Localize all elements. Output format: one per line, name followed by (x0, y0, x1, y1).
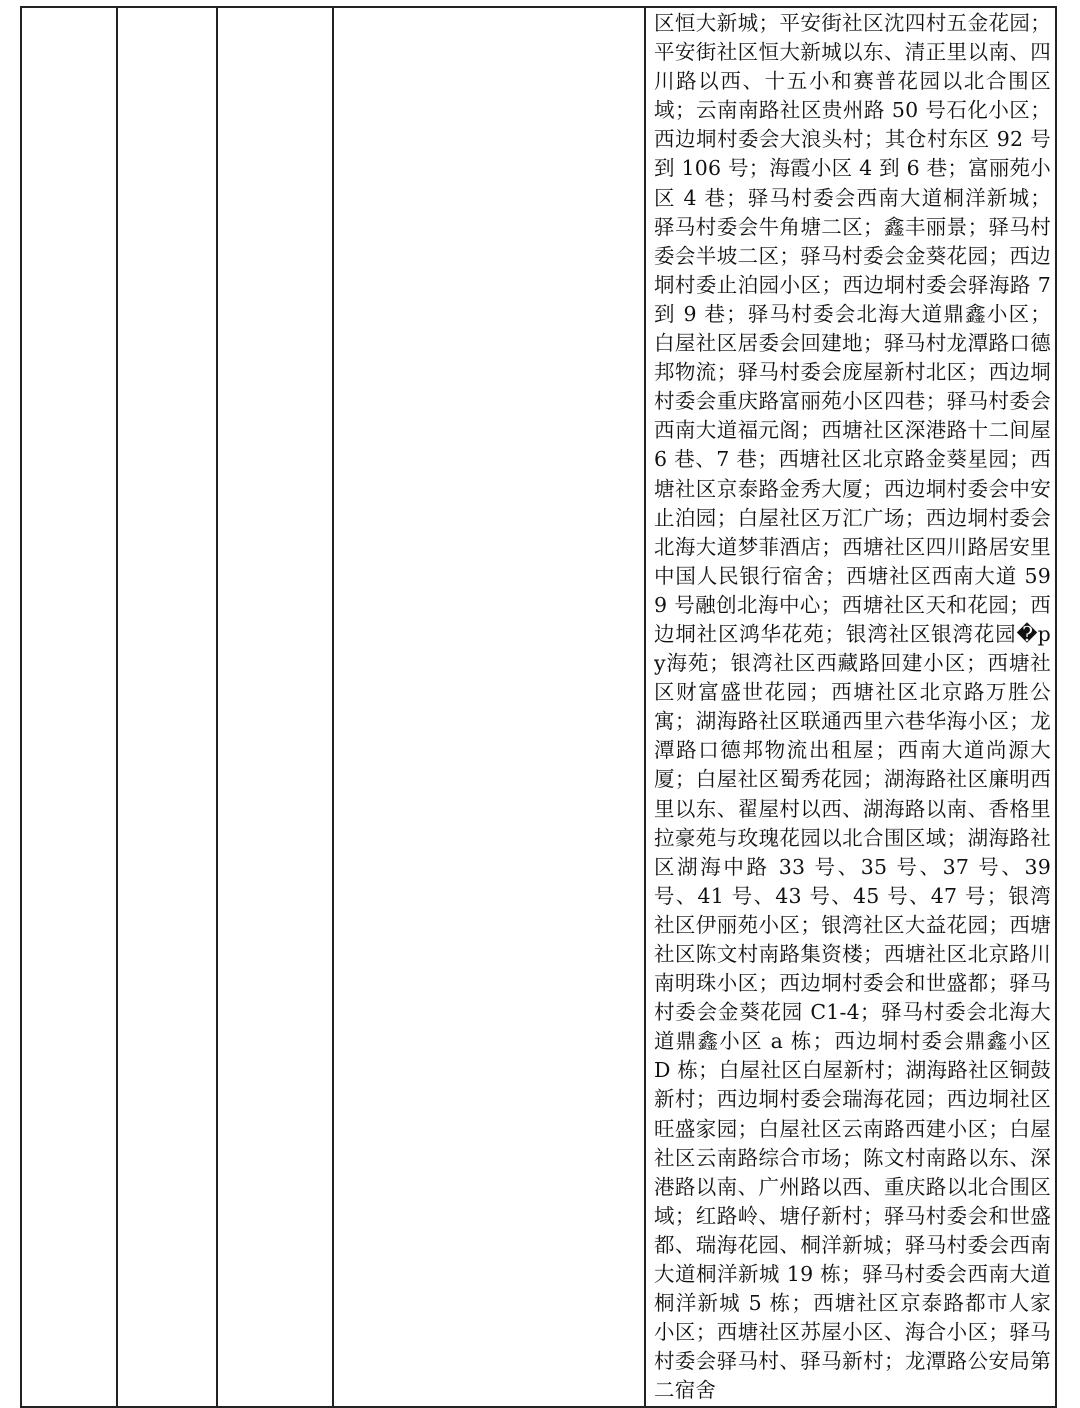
table-cell-3 (217, 7, 333, 1407)
area-list-text: 区恒大新城；平安街社区沈四村五金花园；平安街社区恒大新城以东、清正里以南、四川路以西、十五小和赛普花园以北合围区域；云南南路社区贵州路 50 号石化小区；西边垌村委会大浪头村；其仓村东区 92 号到 106 号；海霞小区 4 到 6 巷；富丽苑小区 4 巷；驿马村委会西南大道桐洋新城；驿马村委会牛角塘二区；鑫丰丽景；驿马村委会半坡二区；驿马村委会金葵花园；西边垌村委止泊园小区；西边垌村委会驿海路 7 到 9 巷；驿马村委会北海大道鼎鑫小区；白屋社区居委会回建地；驿马村龙潭路口德邦物流；驿马村委会庞屋新村北区；西边垌村委会重庆路富丽苑小区四巷；驿马村委会西南大道福元阁；西塘社区深港路十二间屋 6 巷、7 巷；西塘社区北京路金葵星园；西塘社区京泰路金秀大厦；西边垌村委会中安止泊园；白屋社区万汇广场；西边垌村委会北海大道梦菲酒店；西塘社区四川路居安里中国人民银行宿舍；西塘社区西南大道 599 号融创北海中心；西塘社区天和花园；西边垌社区鸿华花苑；银湾社区银湾花园�py海苑；银湾社区西藏路回建小区；西塘社区财富盛世花园；西塘社区北京路万胜公寓；湖海路社区联通西里六巷华海小区；龙潭路口德邦物流出租屋；西南大道尚源大厦；白屋社区蜀秀花园；湖海路社区廉明西里以东、翟屋村以西、湖海路以南、香格里拉豪苑与玫瑰花园以北合围区域；湖海路社区湖海中路 33 号、35 号、37 号、39 号、41 号、43 号、45 号、47 号；银湾社区伊丽苑小区；银湾社区大益花园；西塘社区陈文村南路集资楼；西塘社区北京路川南明珠小区；西边垌村委会和世盛都；驿马村委会金葵花园 C1-4；驿马村委会北海大道鼎鑫小区 a 栋；西边垌村委会鼎鑫小区 D 栋；白屋社区白屋新村；湖海路社区铜鼓新村；西边垌村委会瑞海花园；西边垌社区旺盛家园；白屋社区云南路西建小区；白屋社区云南路综合市场；陈文村南路以东、深港路以南、广州路以西、重庆路以北合围区域；红路岭、塘仔新村；驿马村委会和世盛都、瑞海花园、桐洋新城；驿马村委会西南大道桐洋新城 19 栋；驿马村委会西南大道桐洋新城 5 栋；西塘社区京泰路都市人家小区；西塘社区苏屋小区、海合小区；驿马村委会驿马村、驿马新村；龙潭路公安局第二宿舍 (654, 11, 1051, 1403)
table-row (21, 7, 1056, 1407)
table-cell-1 (21, 7, 117, 1407)
control-area-table (20, 6, 1057, 1408)
table-cell-2 (117, 7, 217, 1407)
area-list-cell (645, 7, 1056, 1407)
table-cell-4 (333, 7, 645, 1407)
